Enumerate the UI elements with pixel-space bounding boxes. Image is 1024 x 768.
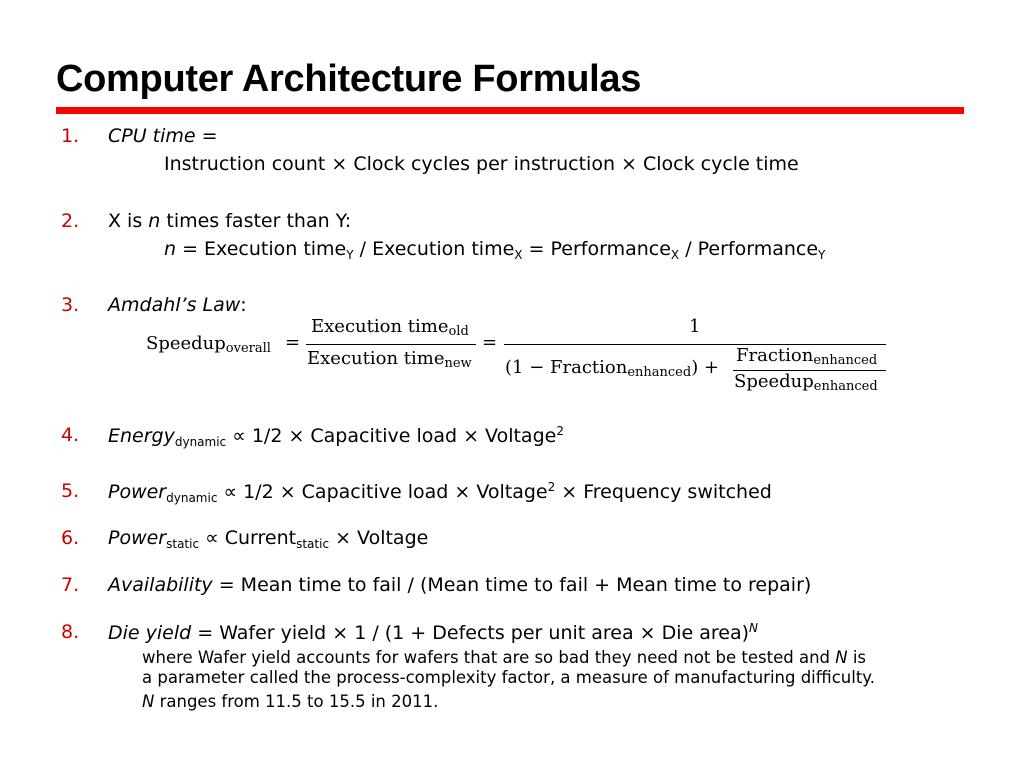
superscript: 2 (556, 424, 564, 438)
formula-line (108, 621, 758, 644)
subscript: Y (346, 248, 354, 262)
inner-fraction-denominator: Speedup$_{enhanced}$ (734, 371, 878, 394)
formula-line (108, 527, 428, 551)
formula-line (164, 238, 825, 262)
variable: n (164, 238, 177, 260)
text: × Voltage (329, 527, 429, 549)
equals-sign: = (482, 332, 498, 353)
subscript: X (670, 248, 680, 262)
term: Availability (108, 574, 213, 596)
item-number: 6. (61, 527, 80, 549)
text: × Frequency switched (555, 481, 772, 503)
item-number: 3. (61, 294, 80, 316)
variable: n (148, 210, 161, 232)
text: / Execution time (353, 238, 515, 260)
formula-line (108, 424, 564, 449)
term: Power (108, 527, 167, 549)
term: CPU time (108, 125, 196, 147)
text: is (847, 648, 867, 667)
formula-line (108, 480, 772, 505)
note-line: a parameter called the process-complexity factor, a measure of manufacturing difficulty. (142, 668, 875, 687)
item-number: 5. (61, 480, 80, 502)
item-heading (108, 294, 247, 316)
text: = Performance (522, 238, 671, 260)
text: = (195, 125, 218, 147)
text: ∝ 1/2 × Capacitive load × Voltage (217, 481, 548, 503)
text: / Performance (679, 238, 819, 260)
item-number: 4. (61, 424, 80, 446)
subscript: static (166, 537, 200, 551)
text: ∝ 1/2 × Capacitive load × Voltage (226, 425, 557, 447)
superscript: 2 (547, 480, 556, 494)
note-line (142, 648, 866, 667)
fraction-denominator: (1 − Fraction$_{enhanced}$) + (505, 357, 720, 380)
text: X is (108, 210, 149, 232)
text: ∝ Current (199, 527, 297, 549)
text: where Wafer yield accounts for wafers that are so bad they need not be tested and (142, 648, 836, 667)
subscript: dynamic (174, 435, 227, 449)
formula-line (108, 574, 811, 596)
superscript: N (749, 621, 759, 635)
text: ranges from 11.5 to 15.5 in 2011. (154, 692, 439, 711)
text: times faster than Y: (160, 210, 352, 232)
term: Energy (108, 425, 175, 447)
fraction-bar (306, 344, 476, 345)
item-number: 7. (61, 574, 80, 596)
subscript: X (514, 248, 523, 262)
fraction-denominator: Execution time$_{new}$ (307, 348, 472, 371)
item-heading (108, 125, 218, 147)
text: = Wafer yield × 1 / (1 + Defects per unit area × Die area) (191, 622, 750, 644)
term: Amdahl’s Law (108, 294, 241, 316)
term: Power (108, 481, 167, 503)
item-heading (108, 210, 351, 232)
inner-fraction-numerator: Fraction$_{enhanced}$ (736, 345, 878, 368)
page-title: Computer Architecture Formulas (56, 58, 642, 100)
subscript: Y (818, 248, 826, 262)
equals-sign: = (285, 332, 301, 353)
item-number: 8. (61, 621, 80, 643)
text: : (240, 294, 247, 316)
item-number: 1. (61, 125, 80, 147)
variable: N (142, 692, 155, 711)
text: = Execution time (176, 238, 347, 260)
note-line (142, 692, 438, 711)
subscript: static (296, 537, 330, 551)
text: = Mean time to fail / (Mean time to fail + Mean time to repair) (212, 574, 812, 596)
formula-lhs: Speedup$_{overall}$ (146, 333, 271, 356)
fraction-numerator: Execution time$_{old}$ (311, 316, 469, 339)
variable: N (835, 648, 848, 667)
item-number: 2. (61, 210, 80, 232)
fraction-numerator: 1 (689, 316, 701, 337)
formula-line: Instruction count × Clock cycles per instruction × Clock cycle time (164, 153, 799, 175)
title-underline (56, 107, 964, 114)
subscript: dynamic (166, 491, 218, 505)
term: Die yield (108, 622, 192, 644)
